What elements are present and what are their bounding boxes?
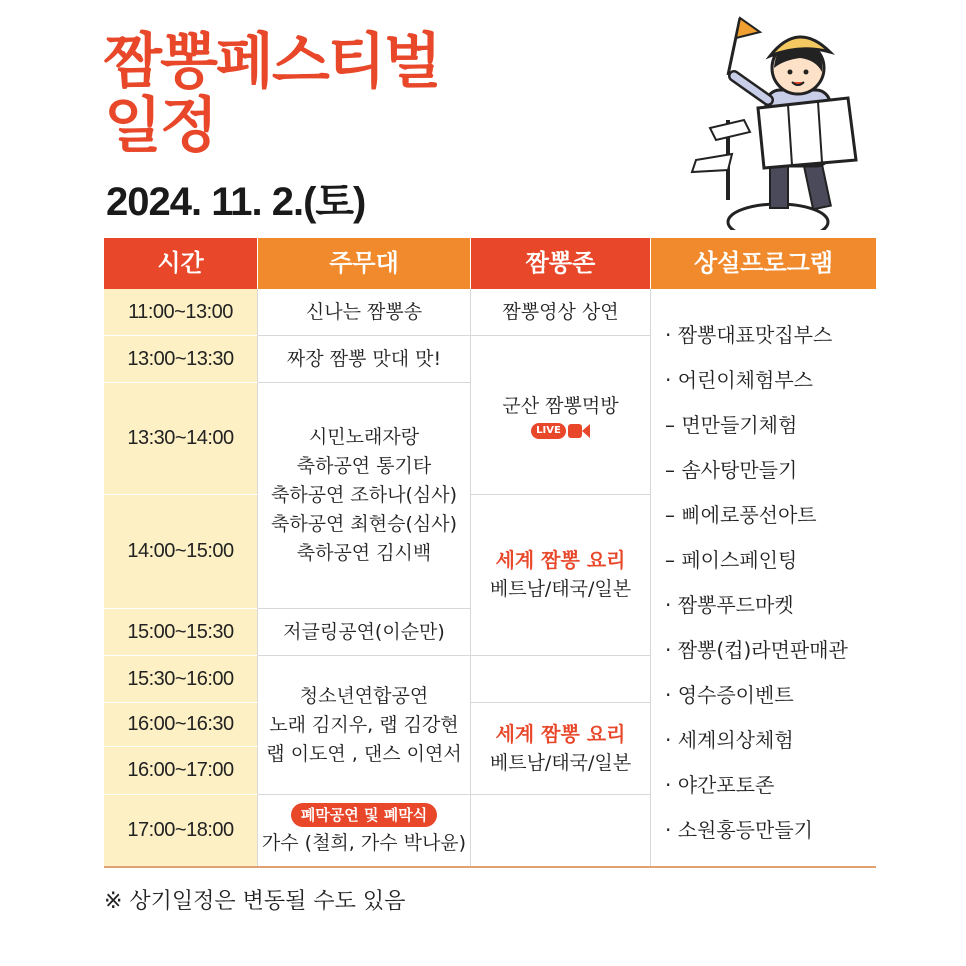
main-stage-youth: [258, 656, 471, 795]
main-stage-line: 노래 김지우, 랩 김강현: [269, 713, 459, 736]
main-stage-line: 축하공연 최현승(심사): [270, 513, 458, 535]
zone-world-title: 세계 짬뽕 요리: [495, 548, 626, 572]
time-slot: 14:00~15:00: [104, 495, 258, 609]
main-stage-line: 축하공연 김시백: [296, 542, 432, 564]
time-slot: 13:00~13:30: [104, 336, 258, 383]
main-stage-citizen: [258, 383, 471, 609]
schedule-note: ※ 상기일정은 변동될 수도 있음: [104, 889, 406, 914]
program-item: · 어린이체험부스: [665, 368, 813, 392]
zone-mukbang: [471, 336, 651, 495]
live-camera-icon: [531, 423, 590, 439]
time-slot: 16:00~17:00: [104, 747, 258, 795]
program-item: · 영수증이벤트: [665, 683, 794, 707]
program-item: – 면만들기체험: [665, 413, 798, 437]
zone-empty: [471, 656, 651, 703]
zone-world-cuisine: [471, 703, 651, 795]
main-stage-line: 청소년연합공연: [299, 684, 429, 707]
program-item: – 솜사탕만들기: [665, 458, 798, 482]
zone-world-countries: 베트남/태국/일본: [489, 751, 632, 774]
sign-board-2: [692, 154, 732, 172]
zone-item: 짬뽕영상 상연: [471, 289, 651, 336]
live-badge: LIVE: [531, 423, 566, 439]
time-slot: 16:00~16:30: [104, 703, 258, 747]
main-stage-closing: [258, 795, 471, 866]
header-main-stage: 주무대: [258, 238, 471, 289]
program-item: · 짬뽕(컵)라면판매관: [665, 638, 848, 662]
program-item: · 짬뽕푸드마켓: [665, 593, 794, 617]
zone-world-countries: 베트남/태국/일본: [489, 578, 632, 600]
program-item: · 소원홍등만들기: [665, 818, 813, 842]
program-item: · 세계의상체험: [665, 728, 794, 752]
header-zone: 짬뽕존: [471, 238, 651, 289]
program-item: – 삐에로풍선아트: [665, 503, 817, 527]
closing-badge: 폐막공연 및 폐막식: [291, 803, 437, 827]
map: [758, 98, 856, 168]
program-item: – 페이스페인팅: [665, 548, 798, 572]
main-stage-item: 짜장 짬뽕 맛대 맛!: [258, 336, 471, 383]
hiker-illustration: [688, 10, 878, 230]
time-slot: 11:00~13:00: [104, 289, 258, 336]
flag: [736, 18, 760, 38]
zone-world-title: 세계 짬뽕 요리: [495, 721, 626, 746]
main-stage-line: 랩 이도연 , 댄스 이연서: [266, 742, 462, 765]
main-stage-item: 신나는 짬뽕송: [258, 289, 471, 336]
zone-mukbang-title: 군산 짬뽕먹방: [502, 394, 619, 417]
main-stage-item: 저글링공연(이순만): [258, 609, 471, 656]
program-item: · 짬뽕대표맛집부스: [665, 323, 833, 347]
main-stage-line: 시민노래자랑: [308, 426, 420, 448]
closing-performers: 가수 (철희, 가수 박나윤): [261, 832, 467, 854]
zone-world-cuisine: [471, 495, 651, 656]
zone-empty: [471, 795, 651, 866]
schedule-table: [104, 238, 876, 868]
header-programs: 상설프로그램: [651, 238, 876, 289]
main-stage-line: 축하공연 조하나(심사): [270, 484, 458, 506]
time-slot: 15:00~15:30: [104, 609, 258, 656]
sign-board-1: [710, 120, 750, 140]
time-slot: 13:30~14:00: [104, 383, 258, 495]
permanent-programs: [651, 289, 876, 866]
main-stage-line: 축하공연 통기타: [296, 455, 432, 477]
time-slot: 15:30~16:00: [104, 656, 258, 703]
program-item: · 야간포토존: [665, 773, 775, 797]
page-title: 짬뽕페스티벌 일정: [104, 27, 440, 161]
time-slot: 17:00~18:00: [104, 795, 258, 866]
event-date: 2024. 11. 2.(토): [106, 180, 366, 224]
header-time: 시간: [104, 238, 258, 289]
